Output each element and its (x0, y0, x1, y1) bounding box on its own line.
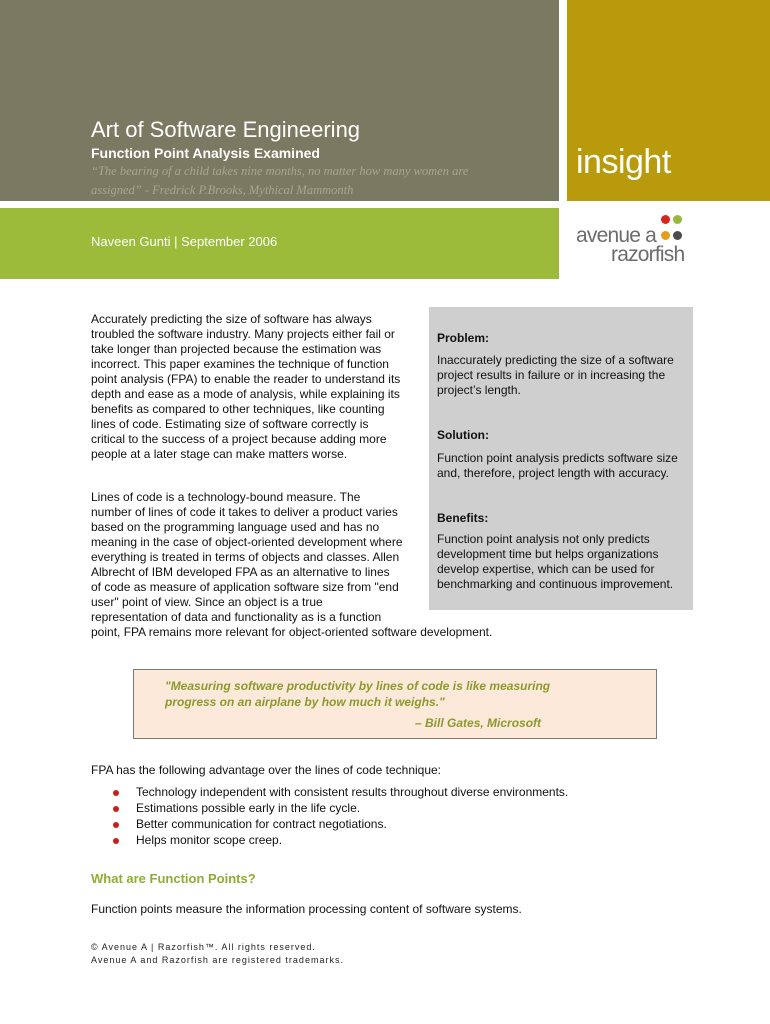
paragraph-line: based on the programming language used and has no (91, 520, 380, 534)
paragraph-line: lines of code. Estimating size of software correctly is (91, 417, 369, 431)
paragraph-line: Albrecht of IBM developed FPA as an alternative to lines (91, 565, 390, 579)
callout-quote-line: "Measuring software productivity by lines of code is like measuring (165, 679, 551, 693)
header-quote-line: assigned” - Fredrick P.Brooks, Mythical Mammonth (91, 183, 354, 197)
paragraph-line: number of lines of code it takes to deliver a product varies (91, 505, 398, 519)
list-item (113, 817, 568, 833)
bullet-icon (113, 822, 119, 828)
paragraph-line: user" point of view. Since an object is a true (91, 595, 323, 609)
paragraph-line: people at a later stage can make matters worse. (91, 447, 348, 461)
intro-paragraph (91, 312, 426, 462)
sidebar-line: develop expertise, which can be used for (437, 562, 655, 576)
paragraph-line: everything is treated in terms of objects and classes. Allen (91, 550, 400, 564)
paragraph-line: benefits as compared to other techniques, like counting (91, 402, 385, 416)
list-item-text: Estimations possible early in the life cycle. (136, 801, 361, 815)
logo-text-line2: razorfish (611, 243, 685, 266)
list-item-text: Technology independent with consistent results throughout diverse environments. (136, 785, 569, 799)
bullet-icon (113, 806, 119, 812)
bullet-icon (113, 838, 119, 844)
paragraph-line: depth and ease as a mode of analysis, while explaining its (91, 387, 400, 401)
logo-dot-icon (661, 215, 670, 224)
logo-dot-icon (673, 215, 682, 224)
copyright-footer (91, 941, 344, 967)
sidebar-line: development time but helps organizations (437, 547, 659, 561)
benefits-heading: Benefits: (437, 511, 489, 525)
footer-line: Avenue A and Razorfish are registered trademarks. (91, 955, 344, 965)
list-item-text: Better communication for contract negotiations. (136, 817, 387, 831)
sidebar-line: project results in failure or in increasing the (437, 368, 666, 382)
logo-text-line1: avenue a (576, 224, 657, 247)
sidebar-line: and, therefore, project length with accuracy. (437, 466, 669, 480)
document-subtitle: Function Point Analysis Examined (91, 145, 320, 161)
problem-heading: Problem: (437, 331, 490, 345)
advantages-intro: FPA has the following advantage over the lines of code technique: (91, 763, 442, 777)
sidebar-line: Function point analysis not only predicts (437, 532, 650, 546)
list-item (113, 833, 568, 849)
sidebar-line: benchmarking and continuous improvement. (437, 577, 674, 591)
sidebar-line: Inaccurately predicting the size of a software (437, 353, 674, 367)
paragraph-line: representation of data and functionality as is a function (91, 610, 382, 624)
paragraph-line: meaning in the case of object-oriented development where (91, 535, 403, 549)
list-item (113, 785, 568, 801)
header-author-panel (0, 208, 559, 279)
author-date-line: Naveen Gunti | September 2006 (91, 234, 278, 249)
header-quote-line: “The bearing of a child takes nine months, no matter how many women are (91, 164, 469, 178)
paragraph-line: Lines of code is a technology-bound measure. The (91, 490, 361, 504)
callout-attribution: – Bill Gates, Microsoft (415, 716, 542, 730)
footer-line: © Avenue A | Razorfish™. All rights reserved. (91, 942, 316, 952)
section-heading: What are Function Points? (91, 871, 256, 886)
bullet-icon (113, 790, 119, 796)
document-title: Art of Software Engineering (91, 117, 361, 142)
paragraph-line: point, FPA remains more relevant for object-oriented software development. (91, 625, 493, 639)
paragraph-line: of code as measure of application software size from "end (91, 580, 399, 594)
list-item-text: Helps monitor scope creep. (136, 833, 283, 847)
list-item (113, 801, 568, 817)
paragraph-line: troubled the software industry. Many projects either fail or (91, 327, 395, 341)
solution-heading: Solution: (437, 428, 489, 442)
solution-text (437, 451, 678, 481)
paragraph-line: take longer than projected because the estimation was (91, 342, 382, 356)
paragraph-line: critical to the success of a project because adding more (91, 432, 387, 446)
summary-sidebar (429, 307, 693, 610)
advantages-list (113, 785, 568, 849)
paragraph-line: point analysis (FPA) to enable the reader to understand its (91, 372, 401, 386)
callout-quote-line: progress on an airplane by how much it weighs." (165, 695, 445, 709)
benefits-text (437, 532, 673, 592)
paragraph-line: Accurately predicting the size of software has always (91, 312, 372, 326)
paragraph-line: incorrect. This paper examines the technique of function (91, 357, 389, 371)
section-text: Function points measure the information processing content of software systems. (91, 902, 522, 916)
logo-dot-icon (673, 231, 682, 240)
sidebar-line: project’s length. (437, 383, 521, 397)
logo-dot-icon (661, 231, 670, 240)
insight-badge: insight (576, 143, 671, 181)
quote-callout (133, 669, 657, 739)
problem-text (437, 353, 674, 398)
sidebar-line: Function point analysis predicts software size (437, 451, 678, 465)
